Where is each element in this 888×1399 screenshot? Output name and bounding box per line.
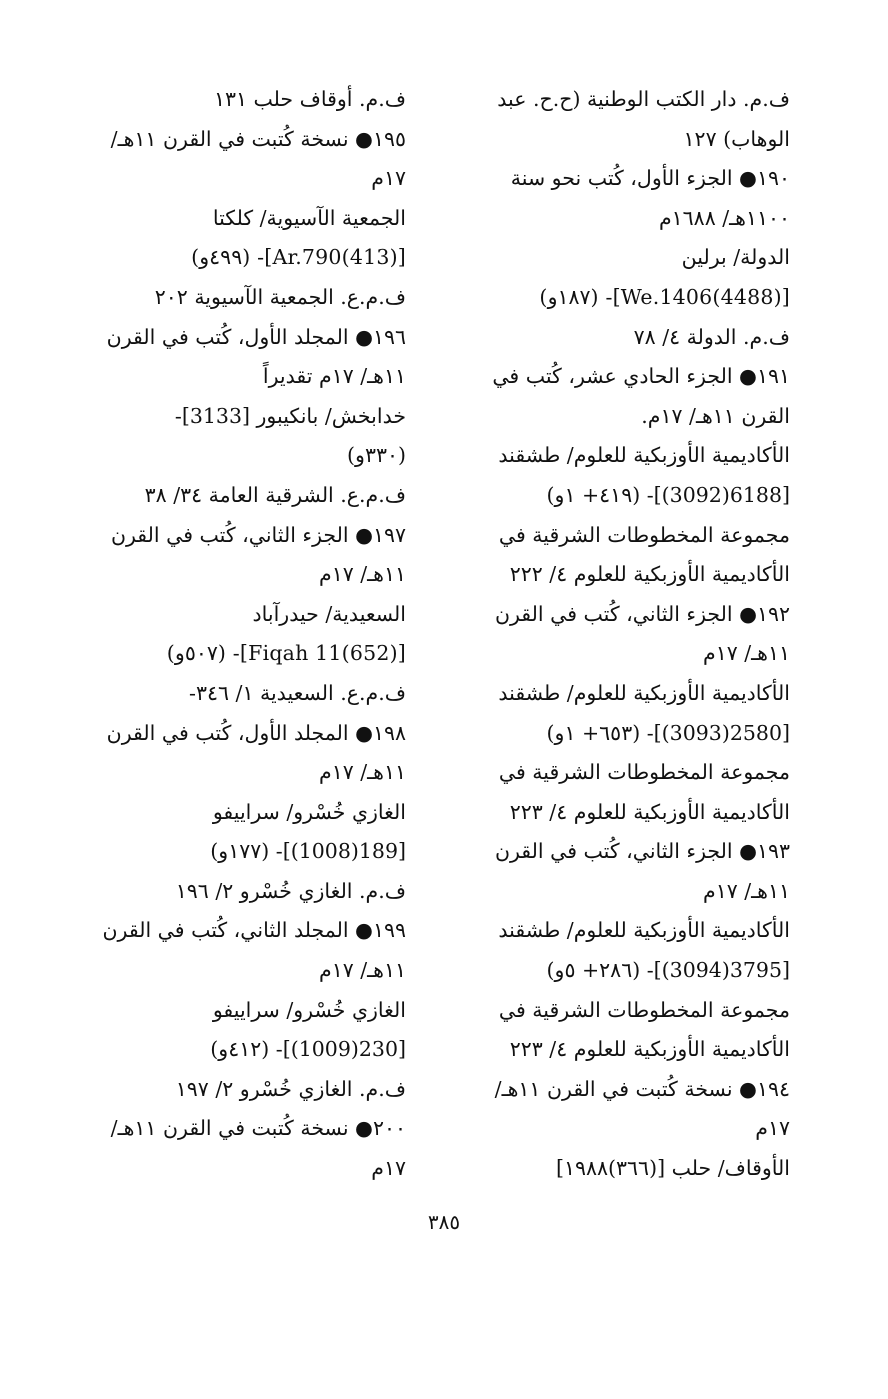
- text-line: الأكاديمية الأوزبكية للعلوم/ طشقند: [498, 680, 790, 705]
- entry-190: ١٩٠● الجزء الأول، كُتب نحو سنة: [510, 166, 790, 191]
- text-line: [2580(3093)]- (٦٥٣+ ١و): [546, 720, 790, 745]
- text-line: الأكاديمية الأوزبكية للعلوم/ طشقند: [498, 918, 790, 943]
- text-line: ١١هـ/ ١٧م: [318, 958, 406, 983]
- text-line: مجموعة المخطوطات الشرقية في: [498, 760, 790, 785]
- text-line: الجمعية الآسيوية/ كلكتا: [212, 205, 406, 230]
- text-line: الأكاديمية الأوزبكية للعلوم ٤/ ٢٢٣: [509, 799, 790, 824]
- entry-191: ١٩١● الجزء الحادي عشر، كُتب في: [492, 364, 790, 389]
- text-line: الأوقاف/ حلب [(٣٦٦)١٩٨٨]: [555, 1156, 790, 1181]
- text-line: ف.م. دار الكتب الوطنية (ح.ح. عبد: [497, 87, 790, 111]
- text-line: ف.م.ع. الشرقية العامة ٣٤/ ٣٨: [144, 482, 406, 507]
- text-line: ١١هـ/ ١٧م: [702, 641, 790, 666]
- text-line: الدولة/ برلين: [681, 245, 790, 270]
- text-line: ف.م.ع. الجمعية الآسيوية ٢٠٢: [154, 284, 406, 309]
- text-line: الأكاديمية الأوزبكية للعلوم ٤/ ٢٢٣: [509, 1037, 790, 1062]
- entry-192: ١٩٢● الجزء الثاني، كُتب في القرن: [494, 601, 790, 626]
- text-line: القرن ١١هـ/ ١٧م.: [641, 403, 790, 428]
- text-line: [Fiqah 11(652)]- (٥٠٧و): [166, 641, 406, 666]
- text-line: [6188(3092)]- (٤١٩+ ١و): [546, 482, 790, 507]
- text-line: ١٧م: [755, 1116, 790, 1141]
- text-line: ف.م. أوقاف حلب ١٣١: [213, 87, 406, 111]
- page-number: ٣٨٥: [427, 1210, 461, 1234]
- text-line: الأكاديمية الأوزبكية للعلوم/ طشقند: [498, 443, 790, 468]
- text-line: ١١هـ/ ١٧م: [318, 562, 406, 587]
- text-line: [230(1009)]- (٤١٢و): [210, 1037, 406, 1062]
- text-line: الغازي خُسْرو/ سراييفو: [212, 997, 406, 1022]
- text-line: [We.1406(4488)]- (١٨٧و): [539, 284, 790, 309]
- text-line: ف.م.ع. السعيدية ١/ ٣٤٦-: [189, 680, 406, 705]
- text-line: ف.م. الغازي خُسْرو ٢/ ١٩٧: [175, 1076, 406, 1101]
- text-line: ١١هـ/ ١٧م تقديراً: [262, 364, 406, 389]
- text-line: ١١٠٠هـ/ ١٦٨٨م: [658, 205, 790, 230]
- text-line: ١١هـ/ ١٧م: [702, 878, 790, 903]
- entry-199: ١٩٩● المجلد الثاني، كُتب في القرن: [102, 918, 406, 943]
- text-line: ف.م. الغازي خُسْرو ٢/ ١٩٦: [175, 878, 406, 903]
- text-line: ١٧م: [371, 166, 406, 191]
- text-line: الوهاب) ١٢٧: [683, 126, 790, 151]
- entry-193: ١٩٣● الجزء الثاني، كُتب في القرن: [494, 839, 790, 864]
- text-line: الغازي خُسْرو/ سراييفو: [212, 799, 406, 824]
- text-line: [3795(3094)]- (٢٨٦+ ٥و): [546, 958, 790, 983]
- text-line: [189(1008)]- (١٧٧و): [210, 839, 406, 864]
- text-line: السعيدية/ حيدرآباد: [252, 601, 406, 626]
- text-line: مجموعة المخطوطات الشرقية في: [498, 997, 790, 1022]
- entry-195: ١٩٥● نسخة كُتبت في القرن ١١هـ/: [110, 126, 406, 151]
- entry-200: ٢٠٠● نسخة كُتبت في القرن ١١هـ/: [110, 1116, 406, 1141]
- right-column: [450, 80, 790, 1189]
- text-line: ف.م. الدولة ٤/ ٧٨: [633, 324, 790, 349]
- text-line: مجموعة المخطوطات الشرقية في: [498, 522, 790, 547]
- left-column: [64, 80, 406, 1189]
- text-line: (٣٣٠و): [347, 443, 406, 468]
- entry-198: ١٩٨● المجلد الأول، كُتب في القرن: [106, 720, 406, 745]
- text-line: خدابخش/ بانكيبور [3133]-: [174, 403, 406, 428]
- text-line: [Ar.790(413)]- (٤٩٩و): [191, 245, 406, 270]
- entry-197: ١٩٧● الجزء الثاني، كُتب في القرن: [110, 522, 406, 547]
- entry-196: ١٩٦● المجلد الأول، كُتب في القرن: [106, 324, 406, 349]
- text-line: ١٧م: [371, 1156, 406, 1181]
- text-line: ١١هـ/ ١٧م: [318, 760, 406, 785]
- entry-194: ١٩٤● نسخة كُتبت في القرن ١١هـ/: [494, 1076, 790, 1101]
- text-line: الأكاديمية الأوزبكية للعلوم ٤/ ٢٢٢: [509, 562, 790, 587]
